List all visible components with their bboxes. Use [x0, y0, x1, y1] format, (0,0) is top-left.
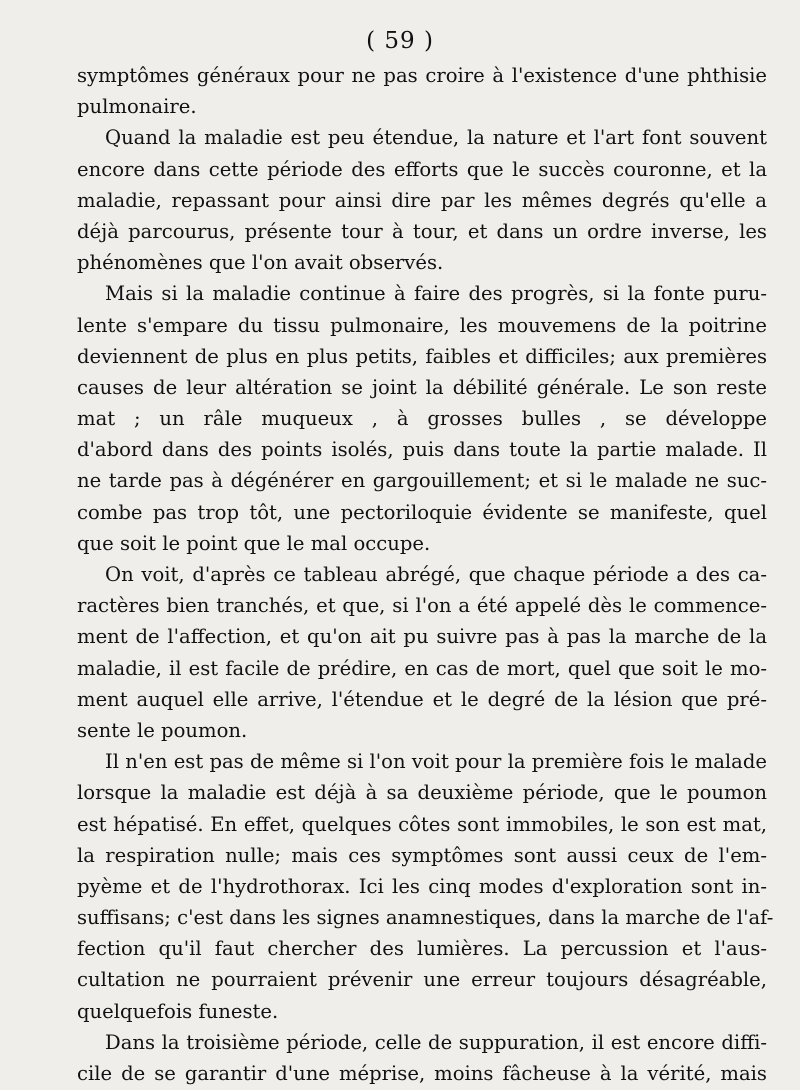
text-line: encore dans cette période des efforts que le succès couronne, et la — [77, 157, 767, 181]
text-line: Dans la troisième période, celle de suppuration, il est encore diffi- — [105, 1030, 767, 1054]
page-number: ( 59 ) — [366, 28, 434, 54]
text-line: maladie, repassant pour ainsi dire par les mêmes degrés qu'elle a — [77, 188, 767, 212]
text-line: On voit, d'après ce tableau abrégé, que chaque période a des ca- — [105, 563, 767, 586]
text-line: pyème et de l'hydrothorax. Ici les cinq modes d'exploration sont in- — [77, 874, 767, 898]
text-line: suffisans; c'est dans les signes anamnestiques, dans la marche de l'af- — [77, 906, 774, 930]
text-line: ne tarde pas à dégénérer en gargouillement; et si le malade ne suc- — [77, 469, 767, 493]
text-line: lente s'empare du tissu pulmonaire, les mouvemens de la poitrine — [77, 313, 767, 337]
text-line: sente le poumon. — [77, 718, 248, 742]
text-line: ment auquel elle arrive, l'étendue et le degré de la lésion que pré- — [77, 687, 767, 711]
text-line: que soit le point que le mal occupe. — [77, 531, 431, 555]
text-line: quelquefois funeste. — [77, 999, 279, 1023]
text-line: ractères bien tranchés, et que, si l'on a été appelé dès le commence- — [77, 594, 767, 618]
text-line: lorsque la maladie est déjà à sa deuxième période, que le poumon — [77, 781, 767, 805]
text-line: la respiration nulle; mais ces symptômes sont aussi ceux de l'em- — [77, 843, 767, 867]
text-line: cultation ne pourraient prévenir une erreur toujours désagréable, — [77, 968, 767, 992]
text-line: fection qu'il faut chercher des lumières. La percussion et l'aus- — [77, 937, 767, 961]
text-line: déjà parcourus, présente tour à tour, et dans un ordre inverse, les — [77, 219, 767, 243]
text-line: est hépatisé. En effet, quelques côtes sont immobiles, le son est mat, — [77, 812, 767, 836]
text-line: Quand la maladie est peu étendue, la nature et l'art font souvent — [105, 126, 767, 150]
text-line: symptômes généraux pour ne pas croire à l'existence d'une phthisie — [77, 64, 767, 87]
text-line: deviennent de plus en plus petits, faibles et difficiles; aux premières — [77, 344, 767, 368]
text-line: combe pas trop tôt, une pectoriloquie évidente se manifeste, quel — [77, 500, 767, 524]
text-line: ment de l'affection, et qu'on ait pu suivre pas à pas la marche de la — [77, 625, 767, 649]
text-line: phénomènes que l'on avait observés. — [77, 251, 444, 275]
body-text — [77, 60, 774, 1089]
text-line: pulmonaire. — [77, 95, 197, 119]
text-line: maladie, il est facile de prédire, en cas de mort, quel que soit le mo- — [77, 656, 767, 680]
text-line: Mais si la maladie continue à faire des progrès, si la fonte puru- — [105, 282, 767, 306]
text-line: mat ; un râle muqueux , à grosses bulles , se développe — [77, 407, 767, 431]
text-line: cile de se garantir d'une méprise, moins fâcheuse à la vérité, mais — [77, 1062, 767, 1085]
text-line: causes de leur altération se joint la débilité générale. Le son reste — [77, 375, 767, 399]
text-line: Il n'en est pas de même si l'on voit pour la première fois le malade — [105, 750, 767, 774]
text-line: d'abord dans des points isolés, puis dans toute la partie malade. Il — [77, 438, 767, 462]
